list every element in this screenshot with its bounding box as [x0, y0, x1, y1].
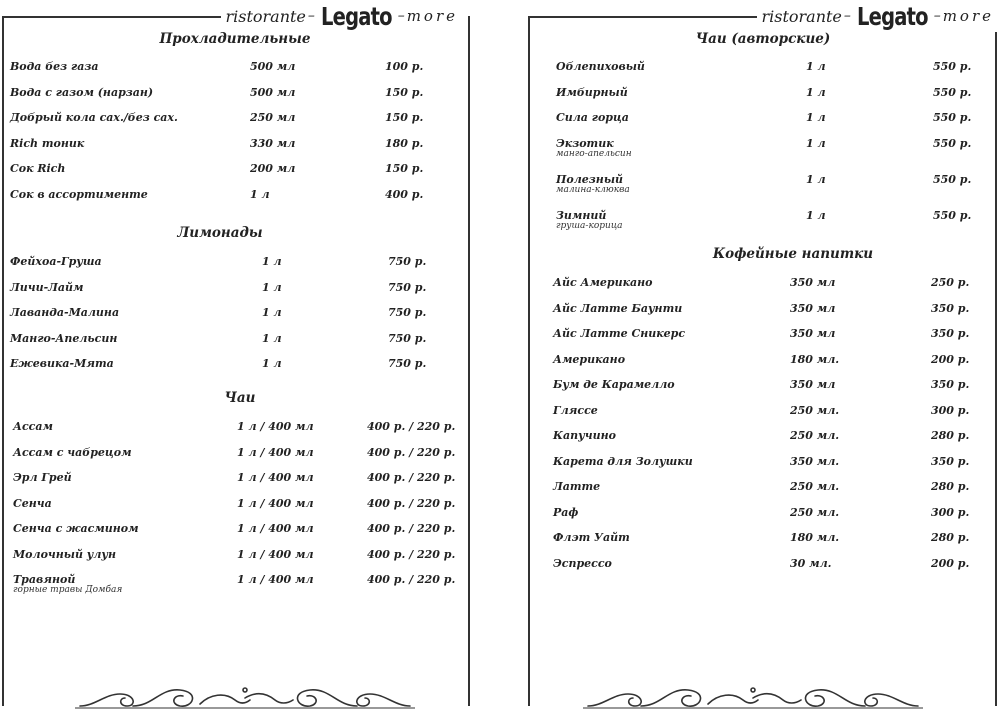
menu-item-row	[528, 429, 998, 447]
menu-item-name: Облепиховый	[556, 60, 645, 73]
menu-item-volume: 1 л	[250, 187, 270, 201]
menu-item-row	[528, 208, 998, 231]
menu-item-price: 300 р.	[931, 505, 970, 519]
menu-item-name	[556, 208, 623, 231]
menu-item-row	[528, 404, 998, 422]
menu-item-volume: 1 л / 400 мл	[237, 420, 314, 433]
menu-item-volume: 1 л	[806, 60, 826, 73]
menu-item-volume: 500 мл	[250, 85, 296, 99]
menu-item-row	[0, 332, 470, 350]
menu-item-name: Сок в ассортименте	[10, 187, 148, 201]
menu-item-name: Сенча	[13, 496, 52, 510]
section-title-coffee: Кофейные напитки	[712, 246, 874, 262]
menu-item-description: горные травы Домбая	[13, 585, 123, 595]
menu-item-name: Латте	[553, 480, 601, 493]
menu-item-description: груша-корица	[556, 220, 623, 231]
menu-item-row	[0, 111, 470, 129]
menu-item-price: 400 р. / 220 р.	[367, 573, 456, 586]
menu-item-price: 200 р.	[931, 556, 970, 570]
menu-item-row	[528, 327, 998, 345]
menu-item-volume: 1 л	[806, 85, 826, 99]
menu-item-price: 400 р. / 220 р.	[367, 547, 456, 561]
menu-item-price: 400 р.	[385, 187, 424, 201]
menu-page-left	[0, 0, 470, 714]
brand-dash: –	[397, 8, 405, 24]
menu-item-price: 550 р.	[933, 111, 972, 124]
menu-item-name: Айс Латте Баунти	[553, 301, 683, 315]
menu-item-price: 550 р.	[933, 136, 972, 150]
menu-item-row	[0, 255, 470, 273]
menu-item-price: 250 р.	[931, 276, 970, 289]
menu-item-volume: 1 л	[262, 255, 282, 268]
brand-dash: –	[933, 8, 941, 24]
menu-item-row	[528, 531, 998, 549]
menu-item-volume: 1 л / 400 мл	[237, 573, 314, 586]
brand-logo: Legato	[856, 1, 928, 31]
brand-lead: ristorante	[761, 6, 842, 26]
menu-item-name	[13, 573, 123, 595]
menu-item-name: Личи-Лайм	[10, 280, 84, 294]
menu-item-row	[528, 378, 998, 396]
menu-item-price: 750 р.	[388, 331, 427, 345]
menu-item-price: 750 р.	[388, 280, 427, 294]
brand-header	[757, 0, 998, 32]
menu-item-volume: 350 мл.	[790, 454, 840, 468]
menu-item-price: 550 р.	[933, 85, 972, 99]
menu-item-volume: 350 мл	[790, 301, 836, 315]
menu-item-row	[0, 548, 470, 566]
menu-item-volume: 350 мл	[790, 276, 836, 289]
brand-tail: more	[406, 7, 458, 25]
menu-item-row	[0, 306, 470, 324]
menu-item-volume: 1 л	[806, 111, 826, 124]
menu-item-price: 400 р. / 220 р.	[367, 522, 456, 535]
menu-item-name: Добрый кола сах./без сах.	[10, 111, 178, 124]
menu-item-row	[0, 522, 470, 540]
menu-item-price: 400 р. / 220 р.	[367, 420, 456, 433]
menu-item-name-text: Зимний	[556, 208, 607, 222]
menu-item-volume: 200 мл	[250, 162, 296, 175]
menu-item-price: 550 р.	[933, 172, 972, 186]
menu-item-price: 280 р.	[931, 531, 970, 544]
menu-item-price: 150 р.	[385, 162, 424, 175]
menu-item-volume: 1 л	[262, 280, 282, 294]
menu-item-row	[0, 497, 470, 515]
menu-item-price: 350 р.	[931, 301, 970, 315]
menu-item-price: 550 р.	[933, 60, 972, 73]
menu-item-price: 750 р.	[388, 306, 427, 319]
menu-item-row	[0, 446, 470, 464]
menu-item-volume: 250 мл.	[790, 429, 840, 442]
menu-page-right	[528, 0, 998, 714]
menu-item-row	[528, 302, 998, 320]
menu-item-row	[0, 162, 470, 180]
menu-item-price: 400 р. / 220 р.	[367, 445, 456, 459]
menu-item-row	[0, 471, 470, 489]
menu-item-volume: 1 л / 400 мл	[237, 522, 314, 535]
menu-item-volume: 330 мл	[250, 136, 296, 150]
menu-item-volume: 500 мл	[250, 60, 296, 73]
menu-item-price: 350 р.	[931, 327, 970, 340]
menu-item-name: Лаванда-Малина	[10, 306, 120, 319]
menu-item-price: 550 р.	[933, 208, 972, 222]
menu-item-name	[556, 136, 632, 159]
menu-item-name-text: Травяной	[13, 573, 76, 586]
menu-item-name: Вода с газом (нарзан)	[10, 85, 154, 99]
menu-item-row	[0, 137, 470, 155]
section-title-teas: Чаи	[224, 390, 256, 406]
menu-item-name: Сенча с жасмином	[13, 522, 139, 535]
menu-item-volume: 250 мл.	[790, 505, 840, 519]
menu-item-row	[0, 281, 470, 299]
menu-item-name: Капучино	[553, 429, 616, 442]
menu-item-name-text: Экзотик	[556, 136, 614, 150]
menu-item-row	[0, 420, 470, 438]
menu-item-row	[0, 357, 470, 375]
menu-item-price: 280 р.	[931, 429, 970, 442]
menu-item-row	[528, 111, 998, 129]
menu-item-price: 180 р.	[385, 136, 424, 150]
menu-item-volume: 1 л	[262, 331, 282, 345]
menu-item-volume: 1 л / 400 мл	[237, 445, 314, 459]
menu-item-row	[0, 573, 470, 595]
menu-item-row	[528, 86, 998, 104]
menu-item-volume: 1 л	[262, 357, 282, 370]
menu-item-row	[528, 455, 998, 473]
menu-item-price: 100 р.	[385, 60, 424, 73]
menu-item-name: Имбирный	[556, 85, 628, 99]
menu-item-name: Ежевика-Мята	[10, 357, 114, 370]
menu-item-name-text: Полезный	[556, 172, 624, 186]
menu-item-volume: 1 л / 400 мл	[237, 471, 314, 484]
menu-item-volume: 1 л / 400 мл	[237, 496, 314, 510]
menu-item-description: малина-клюква	[556, 184, 630, 195]
menu-item-volume: 180 мл.	[790, 531, 840, 544]
menu-item-name: Бум де Карамелло	[553, 378, 675, 391]
menu-item-price: 150 р.	[385, 111, 424, 124]
menu-item-name: Манго-Апельсин	[10, 331, 118, 345]
menu-item-volume: 250 мл.	[790, 403, 840, 417]
menu-item-volume: 1 л	[806, 172, 826, 186]
menu-item-description: манго-апельсин	[556, 148, 632, 159]
section-title-soft-drinks: Прохладительные	[159, 31, 311, 47]
menu-item-row	[528, 172, 998, 195]
menu-item-price: 150 р.	[385, 85, 424, 99]
brand-logo: Legato	[320, 1, 392, 31]
section-title-signature-teas: Чаи (авторские)	[695, 31, 831, 47]
menu-item-row	[0, 86, 470, 104]
menu-item-name: Ассам	[13, 420, 53, 433]
menu-item-name: Эспрессо	[553, 556, 612, 570]
menu-item-price: 750 р.	[388, 255, 427, 268]
menu-item-name: Эрл Грей	[13, 471, 72, 484]
menu-item-row	[0, 188, 470, 206]
menu-item-volume: 1 л	[806, 208, 826, 222]
menu-item-row	[528, 557, 998, 575]
menu-item-name: Сила горца	[556, 111, 629, 124]
menu-item-volume: 350 мл	[790, 378, 836, 391]
menu-item-name: Сок Rich	[10, 162, 66, 175]
menu-item-name: Карета для Золушки	[553, 454, 693, 468]
menu-item-name: Фейхоа-Груша	[10, 255, 102, 268]
menu-item-row	[0, 60, 470, 78]
menu-item-row	[528, 506, 998, 524]
menu-item-name: Флэт Уайт	[553, 531, 630, 544]
menu-item-name	[556, 172, 630, 195]
menu-item-volume: 1 л	[806, 136, 826, 150]
menu-item-price: 750 р.	[388, 357, 427, 370]
menu-item-price: 280 р.	[931, 480, 970, 493]
menu-item-volume: 350 мл	[790, 327, 836, 340]
brand-lead: ristorante	[225, 6, 306, 26]
menu-item-volume: 1 л	[262, 306, 282, 319]
menu-item-name: Айс Латте Сникерс	[553, 327, 686, 340]
menu-item-volume: 250 мл	[250, 111, 296, 124]
menu-item-price: 350 р.	[931, 378, 970, 391]
menu-item-volume: 180 мл.	[790, 352, 840, 366]
section-title-lemonades: Лимонады	[177, 225, 263, 241]
menu-item-name: Гляссе	[553, 403, 598, 417]
brand-dash: –	[843, 8, 851, 24]
frame-top	[528, 16, 773, 18]
brand-tail: more	[942, 7, 994, 25]
menu-item-price: 350 р.	[931, 454, 970, 468]
ornament-flourish	[75, 680, 415, 712]
brand-dash: –	[307, 8, 315, 24]
menu-item-name: Молочный улун	[13, 547, 117, 561]
brand-header	[221, 0, 462, 32]
menu-item-price: 200 р.	[931, 352, 970, 366]
menu-item-row	[528, 136, 998, 159]
menu-item-volume: 30 мл.	[790, 556, 832, 570]
menu-item-price: 400 р. / 220 р.	[367, 471, 456, 484]
menu-item-name: Rich тоник	[10, 136, 85, 150]
menu-item-row	[528, 480, 998, 498]
menu-item-name: Ассам с чабрецом	[13, 445, 132, 459]
menu-item-row	[528, 353, 998, 371]
menu-item-row	[528, 60, 998, 78]
ornament-flourish	[583, 680, 923, 712]
menu-item-name: Айс Американо	[553, 276, 653, 289]
menu-item-price: 300 р.	[931, 403, 970, 417]
menu-item-name: Американо	[553, 352, 626, 366]
menu-item-price: 400 р. / 220 р.	[367, 496, 456, 510]
menu-item-volume: 1 л / 400 мл	[237, 547, 314, 561]
menu-item-volume: 250 мл.	[790, 480, 840, 493]
menu-item-name: Раф	[553, 505, 579, 519]
menu-item-row	[528, 276, 998, 294]
menu-item-name: Вода без газа	[10, 60, 99, 73]
